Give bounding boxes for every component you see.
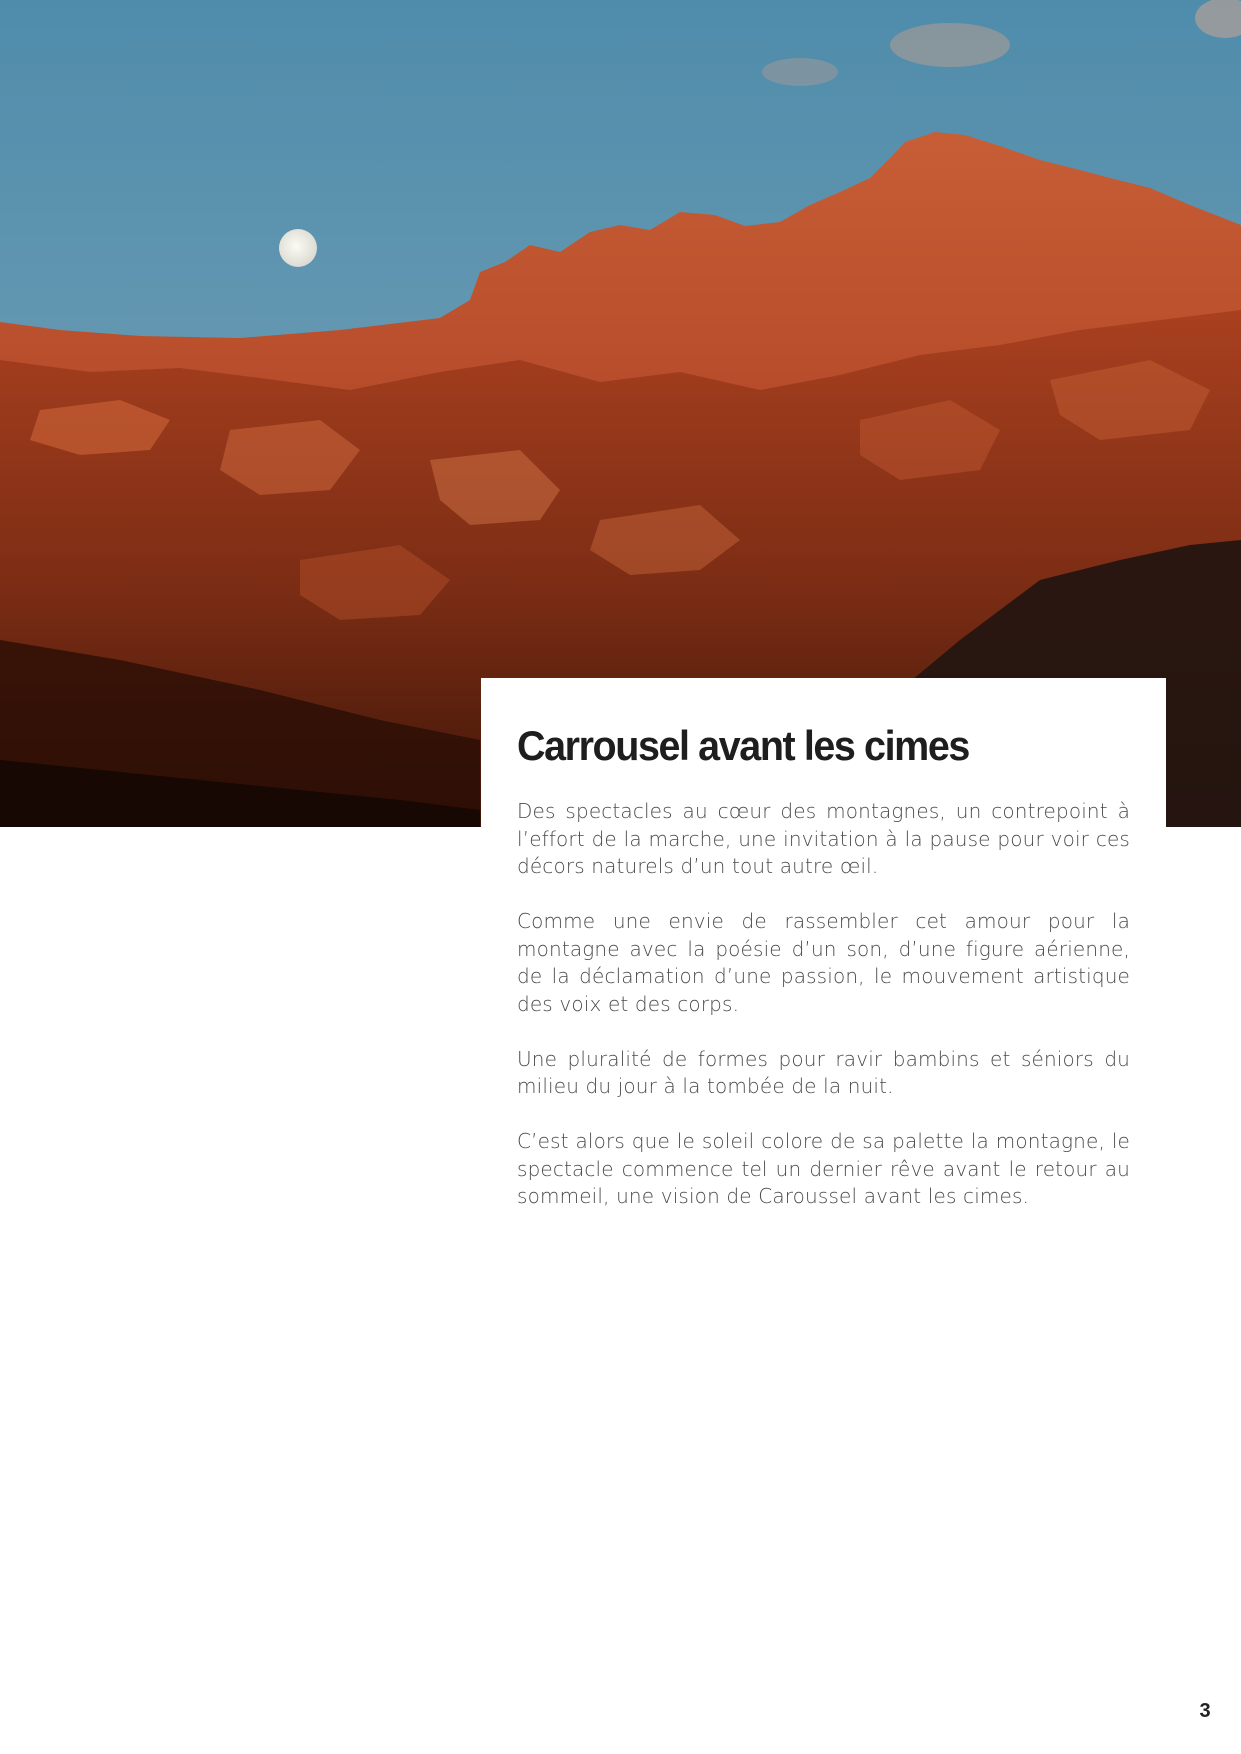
article-paragraph: Comme une envie de rassembler cet amour pour la montagne avec la poésie d’un son, d’une figure aérienne, de la déclamation d’une passion, le mouvement artistique des voix et des corps. (517, 909, 1130, 1016)
article-paragraph: C’est alors que le soleil colore de sa palette la montagne, le spectacle commence tel un dernier rêve avant le retour au sommeil, une vision de Caroussel avant les cimes. (517, 1129, 1130, 1208)
article-title: Carrousel avant les cimes (517, 722, 969, 769)
moon-icon (279, 229, 317, 267)
page-number: 3 (1199, 1700, 1211, 1722)
article-paragraph: Une pluralité de formes pour ravir bambins et séniors du milieu du jour à la tombée de la nuit. (517, 1046, 1130, 1098)
article-card (481, 678, 1166, 1238)
article-paragraph: Des spectacles au cœur des montagnes, un contrepoint à l’effort de la marche, une invitation à la pause pour voir ces décors naturels d’un tout autre œil. (517, 799, 1130, 878)
article-body (517, 798, 1130, 1211)
